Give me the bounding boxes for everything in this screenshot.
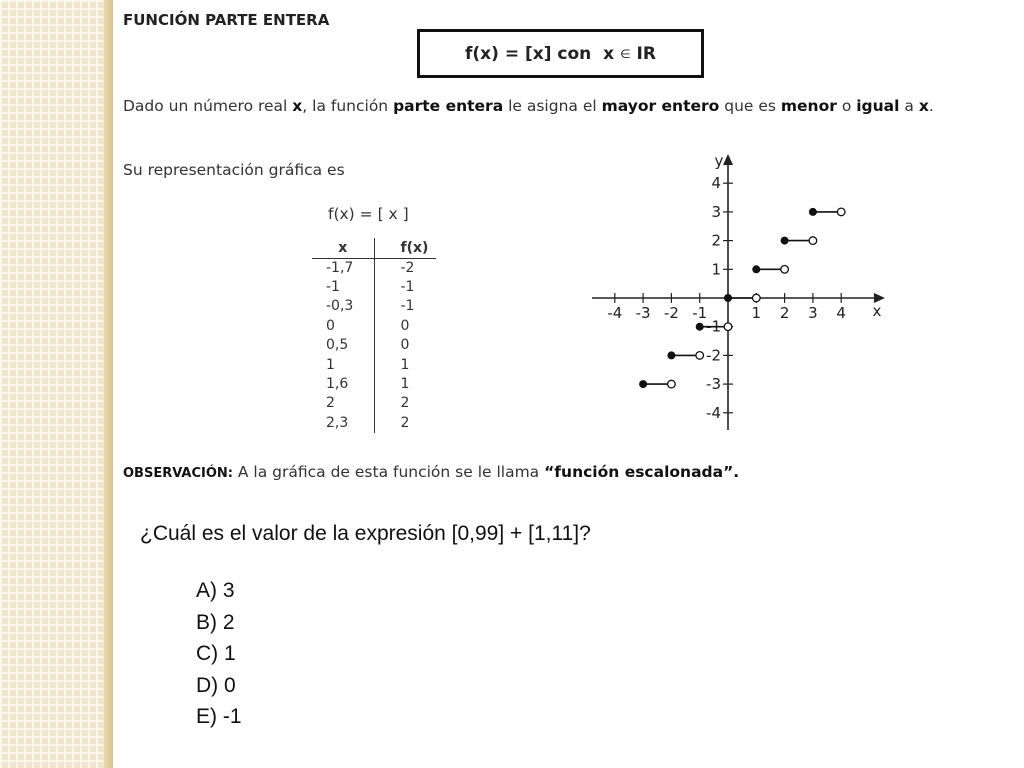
x-tick-label: -2 xyxy=(663,304,679,322)
definition-term: menor xyxy=(780,97,837,115)
y-tick-label: 2 xyxy=(711,231,721,250)
y-tick-label: -1 xyxy=(706,317,721,336)
observation-term: “función escalonada”. xyxy=(544,463,740,481)
table-row xyxy=(312,336,436,355)
open-endpoint xyxy=(753,294,761,302)
closed-endpoint xyxy=(781,237,789,245)
x-tick-label: -3 xyxy=(635,304,651,322)
table-title: f(x) = [ x ] xyxy=(328,205,409,223)
table-row xyxy=(312,355,436,374)
y-tick-label: 4 xyxy=(711,174,721,193)
closed-endpoint xyxy=(667,351,675,359)
decorative-side-band xyxy=(0,0,113,768)
definition-text: que es xyxy=(719,97,781,115)
option-d: D) 0 xyxy=(196,673,236,697)
table-cell-x: 1,6 xyxy=(326,376,349,393)
open-endpoint xyxy=(696,352,704,360)
table-header-x: x xyxy=(312,238,374,258)
y-tick-label: 3 xyxy=(711,202,721,221)
definition-text: . xyxy=(928,97,934,115)
table-header-fx: f(x) xyxy=(374,238,436,258)
definition-text: o xyxy=(836,97,857,115)
x-tick-label: 2 xyxy=(779,304,790,322)
table-cell-fx: 0 xyxy=(374,336,436,355)
question-text: ¿Cuál es el valor de la expresión [0,99] + [1,11]? xyxy=(140,522,591,545)
table-cell-fx: 2 xyxy=(374,413,436,432)
y-axis-label: y xyxy=(714,152,724,170)
table-cell-x: -1,7 xyxy=(326,259,354,276)
table-cell-fx: 0 xyxy=(374,316,436,335)
table-cell-fx: -1 xyxy=(374,297,436,316)
formula-lhs: f(x) = [x] con x xyxy=(465,43,615,64)
definition-term: x xyxy=(918,97,929,115)
table-cell-fx: 2 xyxy=(374,394,436,413)
y-tick-label: -2 xyxy=(706,346,721,365)
closed-endpoint xyxy=(639,380,647,388)
x-tick-label: 3 xyxy=(808,304,818,322)
closed-endpoint xyxy=(752,265,760,273)
answer-options xyxy=(196,575,242,733)
y-tick-label: -3 xyxy=(706,375,721,394)
y-axis-arrow xyxy=(723,154,733,165)
table-cell-x: 2 xyxy=(326,395,335,412)
closed-endpoint xyxy=(809,208,817,216)
table-cell-x: 0 xyxy=(326,317,335,334)
open-endpoint xyxy=(809,237,817,245)
observation-note xyxy=(123,463,739,481)
open-endpoint xyxy=(668,380,676,388)
table-row xyxy=(312,316,436,335)
table-row xyxy=(312,258,436,277)
definition-term: x xyxy=(292,97,303,115)
y-tick-label: 1 xyxy=(711,260,721,279)
definition-text: a xyxy=(899,97,919,115)
definition-term: parte entera xyxy=(393,97,504,115)
x-tick-label: 1 xyxy=(751,304,762,322)
x-axis-label: x xyxy=(872,302,882,320)
table-cell-x: -0,3 xyxy=(326,298,354,315)
side-band-shadow xyxy=(104,0,113,768)
table-row xyxy=(312,413,436,432)
table-cell-fx: 1 xyxy=(374,374,436,393)
table-row xyxy=(312,374,436,393)
definition-text: , la función xyxy=(302,97,394,115)
table-row xyxy=(312,394,436,413)
definition-term: igual xyxy=(856,97,900,115)
formula-box xyxy=(417,29,704,78)
open-endpoint xyxy=(724,323,732,331)
option-a: A) 3 xyxy=(196,579,235,602)
observation-label: OBSERVACIÓN: xyxy=(123,466,233,481)
x-tick-label: 4 xyxy=(836,304,846,322)
table-cell-x: -1 xyxy=(326,279,340,296)
table-cell-x: 1 xyxy=(326,356,335,373)
table-cell-fx: 1 xyxy=(374,355,436,374)
table-header-row xyxy=(312,238,436,258)
definition-paragraph xyxy=(123,95,1013,118)
y-tick-label: -4 xyxy=(706,403,721,422)
closed-endpoint xyxy=(696,323,704,331)
table-cell-fx: -1 xyxy=(374,277,436,296)
table-row xyxy=(312,277,436,296)
section-heading: FUNCIÓN PARTE ENTERA xyxy=(123,11,330,29)
closed-endpoint xyxy=(724,294,732,302)
definition-text: Dado un número real xyxy=(123,97,293,115)
values-table xyxy=(312,238,436,433)
table-cell-fx: -2 xyxy=(374,258,436,277)
open-endpoint xyxy=(781,266,789,274)
option-e: E) -1 xyxy=(196,705,242,728)
element-of-symbol: ∈ xyxy=(620,46,631,61)
option-b: B) 2 xyxy=(196,610,235,634)
open-endpoint xyxy=(837,208,845,216)
option-c: C) 1 xyxy=(196,642,236,665)
graph-intro-text: Su representación gráfica es xyxy=(123,161,345,179)
table-row xyxy=(312,297,436,316)
formula-rhs: IR xyxy=(636,43,656,64)
x-tick-label: -4 xyxy=(607,304,623,322)
definition-term: mayor entero xyxy=(601,97,720,115)
table-cell-x: 2,3 xyxy=(326,414,349,431)
observation-text: A la gráfica de esta función se le llama xyxy=(232,463,545,481)
step-function-graph xyxy=(585,150,895,435)
x-tick-label: -1 xyxy=(692,304,708,322)
table-cell-x: 0,5 xyxy=(326,337,349,354)
definition-text: le asigna el xyxy=(503,97,602,115)
